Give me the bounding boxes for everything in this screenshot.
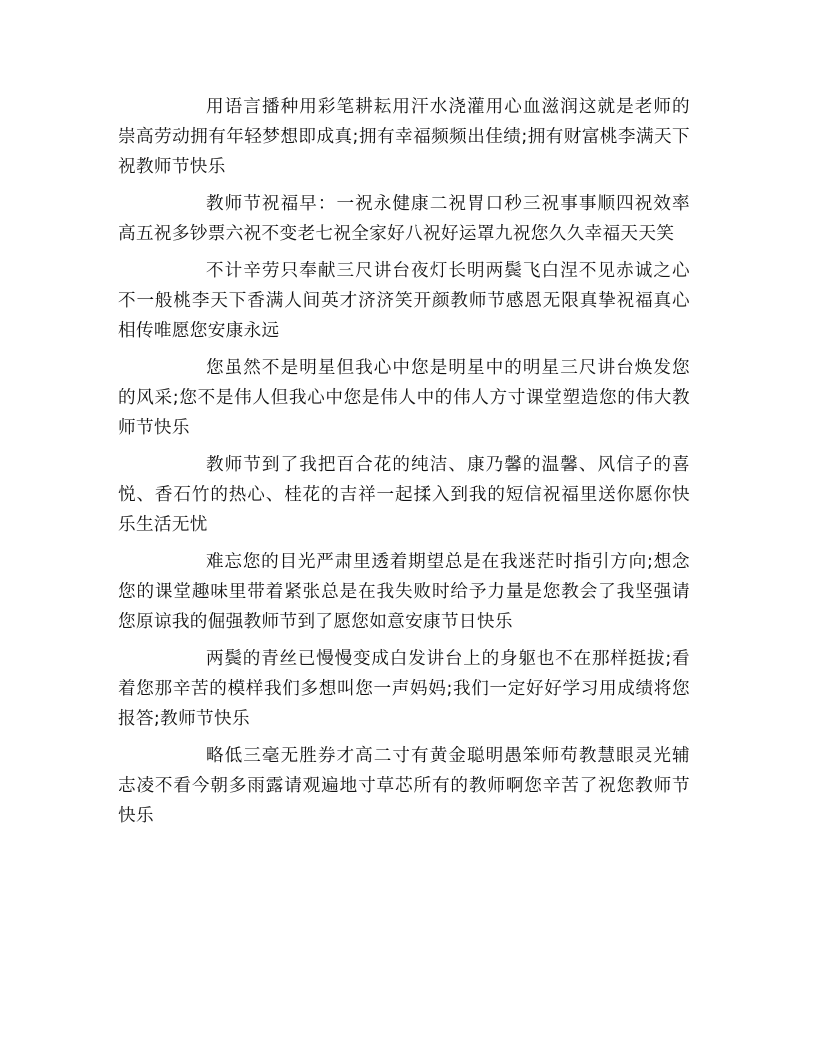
paragraph-6: 难忘您的目光严肃里透着期望总是在我迷茫时指引方向;想念您的课堂趣味里带着紧张总是在我失败时给予力量是您教会了我坚强请您原谅我的倔强教师节到了愿您如意安康节日快乐 (118, 552, 690, 632)
paragraph-5: 教师节到了我把百合花的纯洁、康乃馨的温馨、风信子的喜悦、香石竹的热心、桂花的吉祥一起揉入到我的短信祝福里送你愿你快乐生活无忧 (118, 455, 690, 535)
paragraph-4: 您虽然不是明星但我心中您是明星中的明星三尺讲台焕发您的风采;您不是伟人但我心中您是伟人中的伟人方寸课堂塑造您的伟大教师节快乐 (118, 358, 690, 438)
paragraph-8: 略低三毫无胜券才高二寸有黄金聪明愚笨师苟教慧眼灵光辅志凌不看今朝多雨露请观遍地寸草芯所有的教师啊您辛苦了祝您教师节快乐 (118, 746, 690, 826)
paragraph-3: 不计辛劳只奉献三尺讲台夜灯长明两鬓飞白涅不见赤诚之心不一般桃李天下香满人间英才济济笑开颜教师节感恩无限真挚祝福真心相传唯愿您安康永远 (118, 261, 690, 341)
paragraph-2: 教师节祝福早：一祝永健康二祝胃口秒三祝事事顺四祝效率高五祝多钞票六祝不变老七祝全家好八祝好运罩九祝您久久幸福天天笑 (118, 194, 690, 244)
paragraph-1: 用语言播种用彩笔耕耘用汗水浇灌用心血滋润这就是老师的崇高劳动拥有年轻梦想即成真;拥有幸福频频出佳绩;拥有财富桃李满天下祝教师节快乐 (118, 97, 690, 177)
paragraph-7: 两鬓的青丝已慢慢变成白发讲台上的身躯也不在那样挺拔;看着您那辛苦的模样我们多想叫您一声妈妈;我们一定好好学习用成绩将您报答;教师节快乐 (118, 649, 690, 729)
document-body (118, 92, 690, 831)
